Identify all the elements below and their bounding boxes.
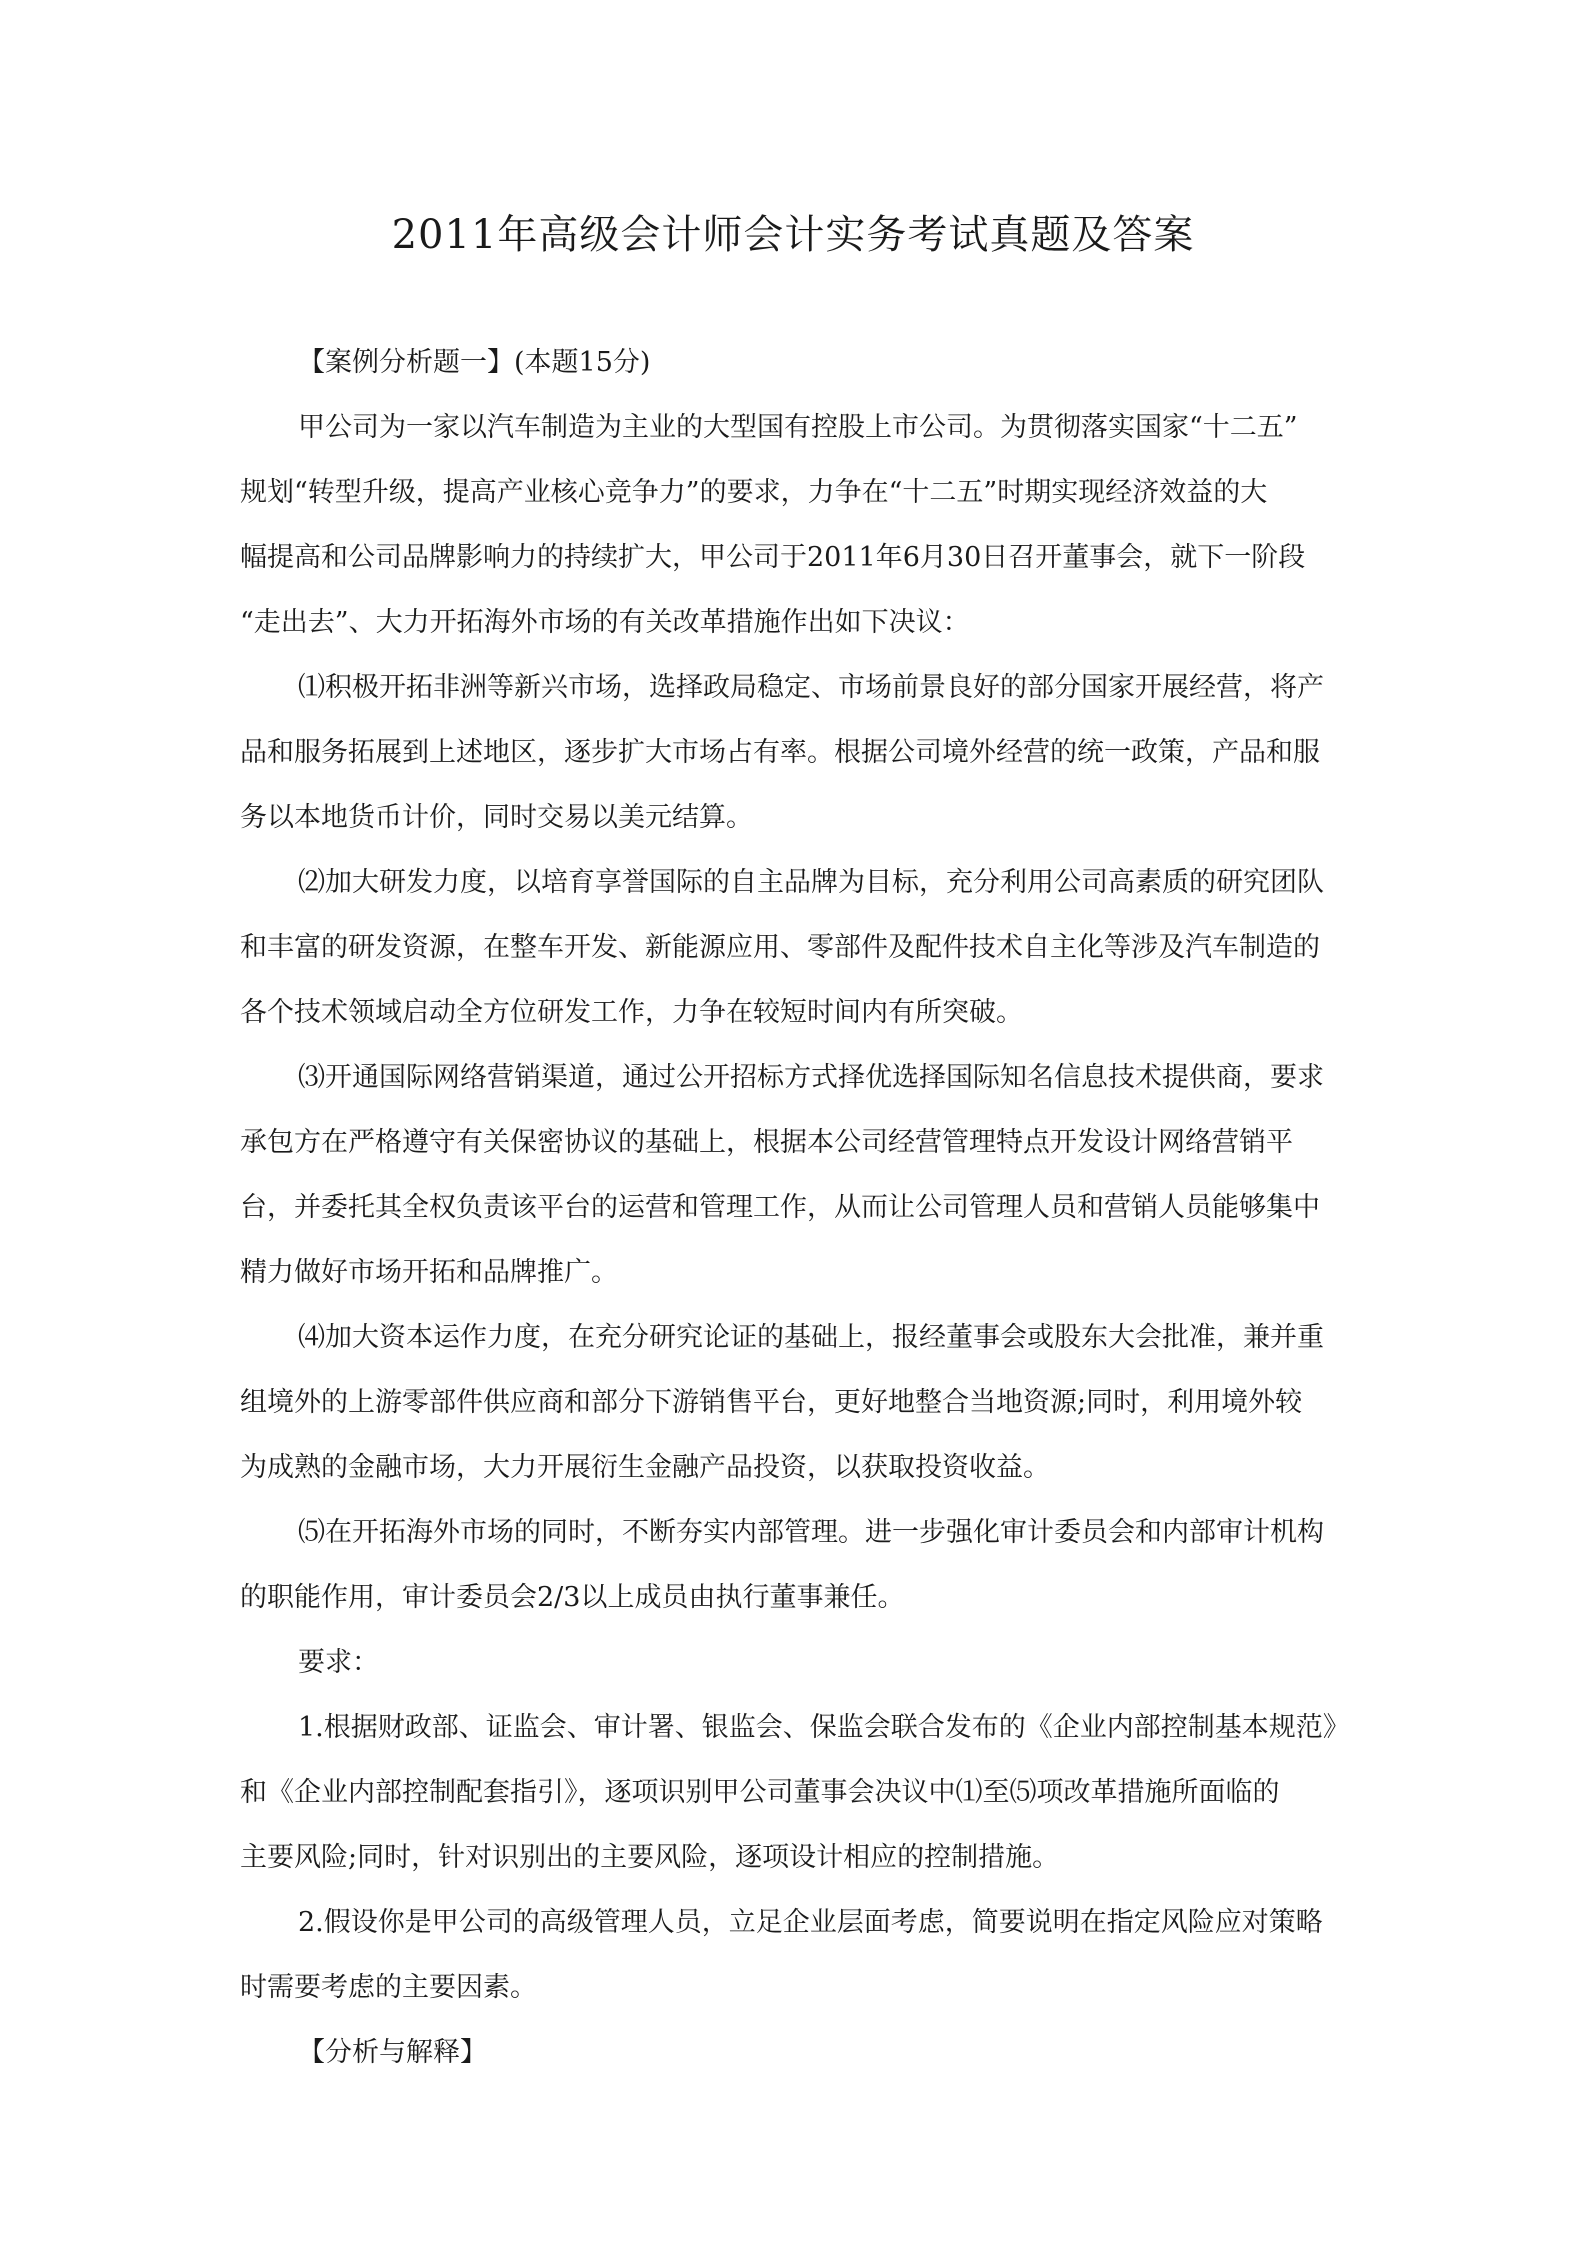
intro-paragraph xyxy=(240,395,1356,655)
item-line: 的职能作用，审计委员会2/3以上成员由执行董事兼任。 xyxy=(240,1582,905,1613)
item-line: ⑵加大研发力度，以培育享誉国际的自主品牌为目标，充分利用公司高素质的研究团队 xyxy=(298,867,1324,898)
requirement-1 xyxy=(240,1695,1356,1890)
document-title: 2011年高级会计师会计实务考试真题及答案 xyxy=(391,212,1195,258)
item-line: 精力做好市场开拓和品牌推广。 xyxy=(240,1257,618,1288)
item-line: 组境外的上游零部件供应商和部分下游销售平台，更好地整合当地资源;同时，利用境外较 xyxy=(240,1387,1303,1418)
document-body xyxy=(240,330,1356,2085)
requirement-line: 2.假设你是甲公司的高级管理人员，立足企业层面考虑，简要说明在指定风险应对策略 xyxy=(298,1907,1323,1938)
requirements-heading xyxy=(240,1630,1356,1695)
requirement-line: 1.根据财政部、证监会、审计署、银监会、保监会联合发布的《企业内部控制基本规范》 xyxy=(298,1712,1350,1743)
analysis-heading-text: 【分析与解释】 xyxy=(298,2037,487,2068)
intro-line: “走出去”、大力开拓海外市场的有关改革措施作出如下决议： xyxy=(240,607,970,638)
requirement-line: 和《企业内部控制配套指引》，逐项识别甲公司董事会决议中⑴至⑸项改革措施所面临的 xyxy=(240,1777,1280,1808)
requirement-2 xyxy=(240,1890,1356,2020)
item-line: 务以本地货币计价，同时交易以美元结算。 xyxy=(240,802,753,833)
item-line: 为成熟的金融市场，大力开展衍生金融产品投资，以获取投资收益。 xyxy=(240,1452,1050,1483)
resolution-item-3 xyxy=(240,1045,1356,1305)
resolution-item-4 xyxy=(240,1305,1356,1500)
intro-line: 甲公司为一家以汽车制造为主业的大型国有控股上市公司。为贯彻落实国家“十二五” xyxy=(298,412,1298,443)
resolution-item-2 xyxy=(240,850,1356,1045)
requirements-heading-text: 要求： xyxy=(298,1647,379,1678)
resolution-item-1 xyxy=(240,655,1356,850)
item-line: 各个技术领域启动全方位研发工作，力争在较短时间内有所突破。 xyxy=(240,997,1023,1028)
item-line: 品和服务拓展到上述地区，逐步扩大市场占有率。根据公司境外经营的统一政策，产品和服 xyxy=(240,737,1320,768)
item-line: 和丰富的研发资源，在整车开发、新能源应用、零部件及配件技术自主化等涉及汽车制造的 xyxy=(240,932,1320,963)
item-line: 台，并委托其全权负责该平台的运营和管理工作，从而让公司管理人员和营销人员能够集中 xyxy=(240,1192,1320,1223)
intro-line: 规划“转型升级，提高产业核心竞争力”的要求，力争在“十二五”时期实现经济效益的大 xyxy=(240,477,1268,508)
item-line: 承包方在严格遵守有关保密协议的基础上，根据本公司经营管理特点开发设计网络营销平 xyxy=(240,1127,1293,1158)
case-heading-text: 【案例分析题一】(本题15分) xyxy=(298,347,651,378)
requirement-line: 时需要考虑的主要因素。 xyxy=(240,1972,537,2003)
requirement-line: 主要风险;同时，针对识别出的主要风险，逐项设计相应的控制措施。 xyxy=(240,1842,1060,1873)
resolution-item-5 xyxy=(240,1500,1356,1630)
item-line: ⑸在开拓海外市场的同时，不断夯实内部管理。进一步强化审计委员会和内部审计机构 xyxy=(298,1517,1324,1548)
item-line: ⑷加大资本运作力度，在充分研究论证的基础上，报经董事会或股东大会批准，兼并重 xyxy=(298,1322,1324,1353)
item-line: ⑶开通国际网络营销渠道，通过公开招标方式择优选择国际知名信息技术提供商，要求 xyxy=(298,1062,1324,1093)
item-line: ⑴积极开拓非洲等新兴市场，选择政局稳定、市场前景良好的部分国家开展经营，将产 xyxy=(298,672,1324,703)
case-heading xyxy=(240,330,1356,395)
analysis-heading xyxy=(240,2020,1356,2085)
intro-line: 幅提高和公司品牌影响力的持续扩大，甲公司于2011年6月30日召开董事会，就下一阶段 xyxy=(240,542,1306,573)
